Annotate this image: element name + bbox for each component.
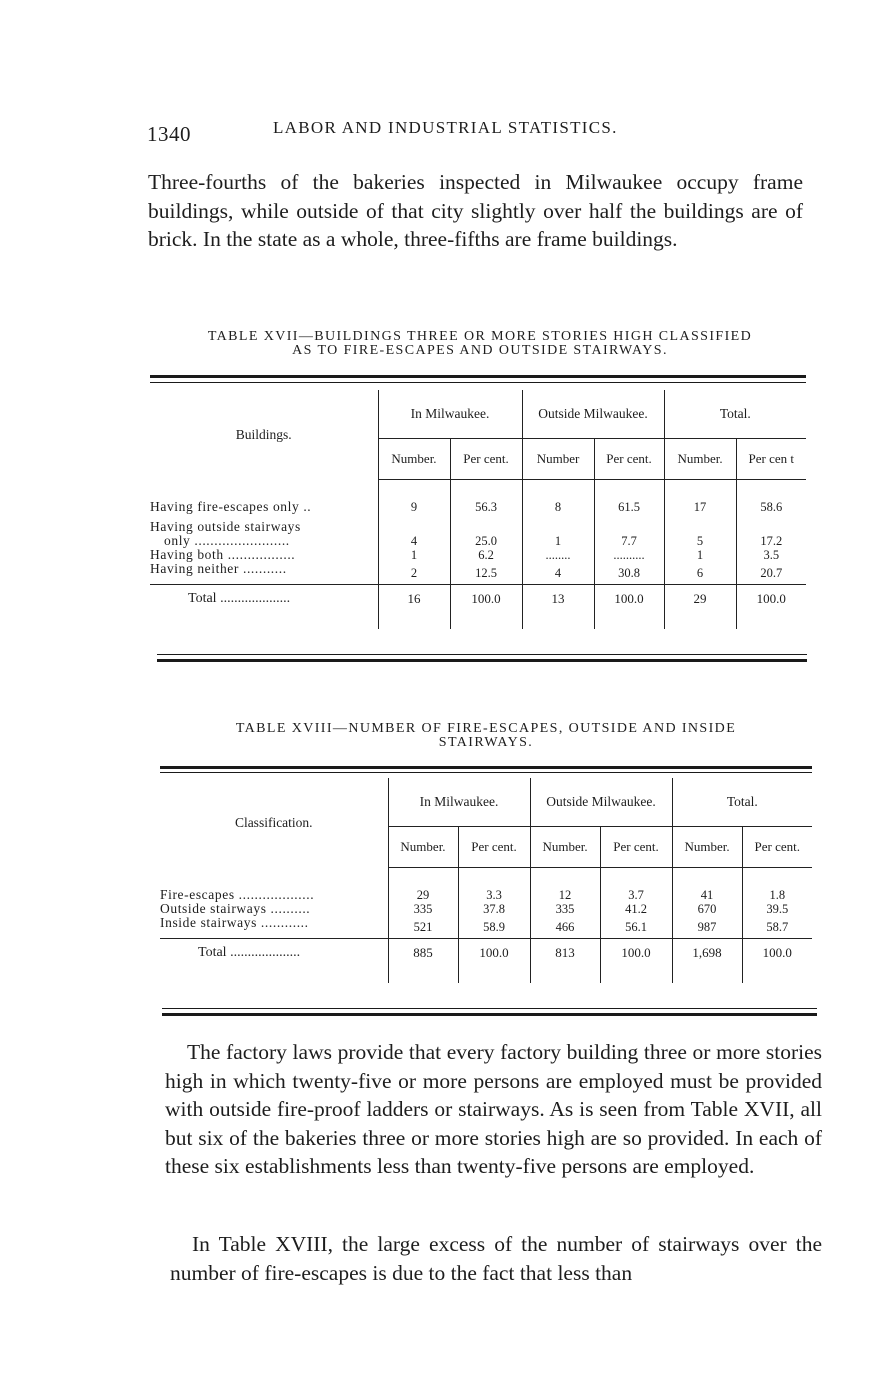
table-total-row (160, 939, 812, 984)
cell (522, 514, 594, 534)
row-label: Having fire-escapes only .. (150, 498, 312, 514)
table-18-title-line-2: STAIRWAYS. (438, 735, 534, 750)
row-label: Having neither ........... (150, 562, 287, 576)
cell: 5 (664, 534, 736, 548)
table-17-bottom-rule-thin (157, 654, 807, 655)
cell: 29 (664, 585, 736, 630)
cell: 30.8 (594, 562, 664, 585)
table-18-title (158, 722, 814, 750)
paragraph-factory-laws: The factory laws provide that every factory building three or more stories high in which twenty-five or more persons are employed must be provided with outside fire-proof ladders or stairways. As is seen from Table XVII, all but six of the bakeries three or more stories high are so provided. In each of these six establishments less than twenty-five persons are employed. (165, 1040, 822, 1178)
cell: 12.5 (450, 562, 522, 585)
row-label: Having outside stairways (150, 519, 301, 534)
cell: 6.2 (450, 548, 522, 562)
table-row (150, 548, 806, 562)
table-17-subheader: Number. (664, 439, 736, 480)
cell: 3.5 (736, 548, 806, 562)
table-row (160, 916, 812, 939)
cell: 25.0 (450, 534, 522, 548)
cell: 61.5 (594, 480, 664, 515)
table-row (160, 868, 812, 903)
row-label: only ........................ (164, 534, 290, 548)
cell (378, 514, 450, 534)
table-18-group-milwaukee: In Milwaukee. (388, 778, 530, 827)
table-17-subheader: Number. (378, 439, 450, 480)
running-title: LABOR AND INDUSTRIAL STATISTICS. (273, 118, 618, 137)
table-18-title-line-1: TABLE XVIII—NUMBER OF FIRE-ESCAPES, OUTSIDE AND INSIDE (235, 721, 737, 736)
cell: 4 (378, 534, 450, 548)
table-18-subheader: Number. (530, 827, 600, 868)
cell: 58.9 (458, 916, 530, 939)
cell: 41 (672, 868, 742, 903)
cell: 100.0 (600, 939, 672, 984)
row-label: Outside stairways .......... (160, 902, 311, 916)
cell: 37.8 (458, 902, 530, 916)
cell: 100.0 (450, 585, 522, 630)
cell: 58.6 (736, 480, 806, 515)
table-17-subheader: Per cen t (736, 439, 806, 480)
cell: 3.3 (458, 868, 530, 903)
cell: 56.3 (450, 480, 522, 515)
cell: 3.7 (600, 868, 672, 903)
cell: 1 (522, 534, 594, 548)
table-17-group-total: Total. (664, 390, 806, 439)
cell: 335 (388, 902, 458, 916)
cell: 521 (388, 916, 458, 939)
cell: 1 (378, 548, 450, 562)
cell: 9 (378, 480, 450, 515)
table-18-group-total: Total. (672, 778, 812, 827)
cell: 4 (522, 562, 594, 585)
running-head (147, 116, 807, 146)
row-label: Inside stairways ............ (160, 916, 309, 930)
table-17-bottom-rule-thick (157, 659, 807, 662)
table-17 (150, 390, 806, 629)
table-row (150, 514, 806, 534)
cell: 100.0 (736, 585, 806, 630)
cell: 39.5 (742, 902, 812, 916)
cell (664, 514, 736, 534)
table-17-group-outside: Outside Milwaukee. (522, 390, 664, 439)
cell: 6 (664, 562, 736, 585)
cell: 100.0 (458, 939, 530, 984)
paragraph-table-18-note: In Table XVIII, the large excess of the number of stairways over the number of fire-escapes is due to the fact that less than (170, 1232, 822, 1285)
table-18-subheader: Number. (388, 827, 458, 868)
paragraph-intro: Three-fourths of the bakeries inspected in Milwaukee occupy frame buildings, while outside of that city slightly over half the buildings are of brick. In the state as a whole, three-fifths are frame buildings. (148, 170, 803, 251)
cell: 885 (388, 939, 458, 984)
table-17-subheader: Per cent. (594, 439, 664, 480)
cell: 1 (664, 548, 736, 562)
table-18-top-rule-thick (160, 766, 812, 769)
table-18-bottom-rule-thick (162, 1013, 817, 1016)
table-17-subheader: Per cent. (450, 439, 522, 480)
cell: 58.7 (742, 916, 812, 939)
table-18-subheader: Per cent. (742, 827, 812, 868)
cell: 466 (530, 916, 600, 939)
table-17-stub-header: Buildings. (235, 426, 292, 442)
cell: 13 (522, 585, 594, 630)
cell: 56.1 (600, 916, 672, 939)
table-17-title-line-1: TABLE XVII—BUILDINGS THREE OR MORE STORIES HIGH CLASSIFIED (207, 329, 753, 344)
table-17-top-rule-thin (150, 382, 806, 383)
cell: 29 (388, 868, 458, 903)
table-row (150, 480, 806, 515)
cell: .......... (594, 548, 664, 562)
row-label: Fire-escapes ................... (160, 886, 315, 902)
table-18-group-outside: Outside Milwaukee. (530, 778, 672, 827)
table-total-row (150, 585, 806, 630)
cell: 335 (530, 902, 600, 916)
cell (594, 514, 664, 534)
cell: 100.0 (594, 585, 664, 630)
cell: 670 (672, 902, 742, 916)
table-18-subheader: Number. (672, 827, 742, 868)
cell: 2 (378, 562, 450, 585)
cell: 12 (530, 868, 600, 903)
table-17-title (150, 330, 810, 358)
table-18-bottom-rule-thin (162, 1008, 817, 1009)
table-row (150, 562, 806, 585)
cell: 20.7 (736, 562, 806, 585)
cell (736, 514, 806, 534)
table-17-top-rule-thick (150, 375, 806, 378)
cell: 1,698 (672, 939, 742, 984)
table-18 (160, 778, 812, 983)
cell: 17.2 (736, 534, 806, 548)
total-label: Total .................... (150, 585, 378, 630)
table-row (150, 534, 806, 548)
cell (450, 514, 522, 534)
cell: 41.2 (600, 902, 672, 916)
table-18-subheader: Per cent. (458, 827, 530, 868)
table-17-group-milwaukee: In Milwaukee. (378, 390, 522, 439)
cell: ........ (522, 548, 594, 562)
cell: 7.7 (594, 534, 664, 548)
cell: 100.0 (742, 939, 812, 984)
cell: 813 (530, 939, 600, 984)
table-18-top-rule-thin (160, 772, 812, 773)
cell: 1.8 (742, 868, 812, 903)
total-label: Total .................... (160, 939, 388, 984)
cell: 8 (522, 480, 594, 515)
table-row (160, 902, 812, 916)
cell: 17 (664, 480, 736, 515)
table-17-subheader: Number (522, 439, 594, 480)
cell: 16 (378, 585, 450, 630)
row-label: Having both ................. (150, 548, 296, 562)
table-18-stub-header: Classification. (234, 814, 313, 830)
cell: 987 (672, 916, 742, 939)
table-17-title-line-2: AS TO FIRE-ESCAPES AND OUTSIDE STAIRWAYS. (292, 343, 668, 358)
table-18-subheader: Per cent. (600, 827, 672, 868)
page-number: 1340 (147, 122, 191, 146)
